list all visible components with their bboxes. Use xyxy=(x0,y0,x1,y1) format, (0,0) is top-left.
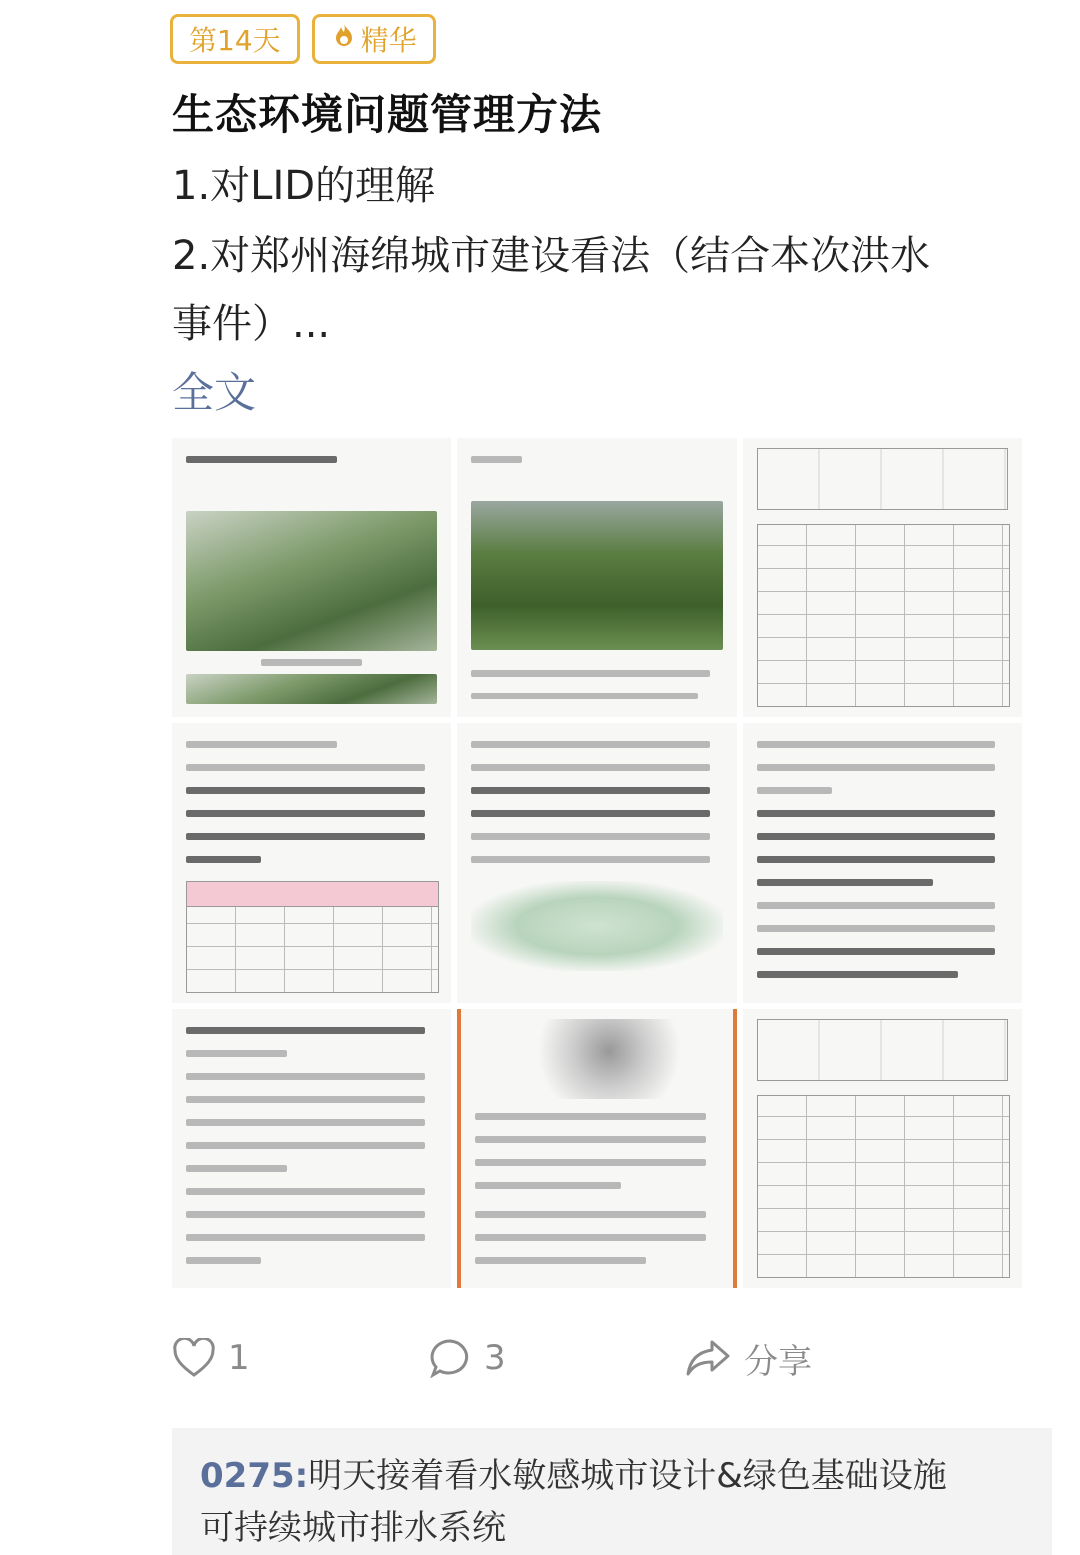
reply-note[interactable] xyxy=(172,1428,1052,1555)
image-thumb-2[interactable] xyxy=(457,438,736,717)
action-bar xyxy=(172,1330,1022,1386)
image-thumb-7[interactable] xyxy=(172,1009,451,1288)
post-line-1: 1.对LID的理解 xyxy=(172,163,436,209)
note-text: 明天接着看水敏感城市设计&绿色基础设施 xyxy=(308,1456,947,1496)
post-line-2: 2.对郑州海绵城市建设看法（结合本次洪水 xyxy=(172,233,931,279)
image-grid xyxy=(172,438,1022,1288)
like-button[interactable] xyxy=(172,1330,250,1386)
share-arrow-icon xyxy=(684,1338,732,1378)
image-thumb-1[interactable] xyxy=(172,438,451,717)
note-code: 0275: xyxy=(200,1456,309,1496)
day-tag[interactable] xyxy=(170,14,300,64)
day-tag-label: 第14天 xyxy=(189,24,281,57)
image-thumb-8[interactable] xyxy=(457,1009,736,1288)
comment-count: 3 xyxy=(484,1338,506,1378)
share-label: 分享 xyxy=(744,1341,812,1382)
tag-row xyxy=(170,14,436,64)
like-count: 1 xyxy=(228,1338,250,1378)
full-text-link[interactable]: 全文 xyxy=(172,368,257,417)
comment-button[interactable] xyxy=(428,1330,506,1386)
image-thumb-9[interactable] xyxy=(743,1009,1022,1288)
post-line-3: 事件）... xyxy=(172,301,331,347)
image-thumb-6[interactable] xyxy=(743,723,1022,1002)
note-text-2: 可持续城市排水系统 xyxy=(200,1508,506,1548)
post-title: 生态环境问题管理方法 xyxy=(172,90,603,139)
featured-tag[interactable] xyxy=(312,14,436,64)
share-button[interactable] xyxy=(684,1330,812,1386)
heart-icon xyxy=(172,1338,216,1378)
image-thumb-3[interactable] xyxy=(743,438,1022,717)
comment-bubble-icon xyxy=(428,1337,472,1379)
image-thumb-5[interactable] xyxy=(457,723,736,1002)
flame-icon xyxy=(331,22,357,57)
featured-tag-label: 精华 xyxy=(360,24,417,57)
image-thumb-4[interactable] xyxy=(172,723,451,1002)
